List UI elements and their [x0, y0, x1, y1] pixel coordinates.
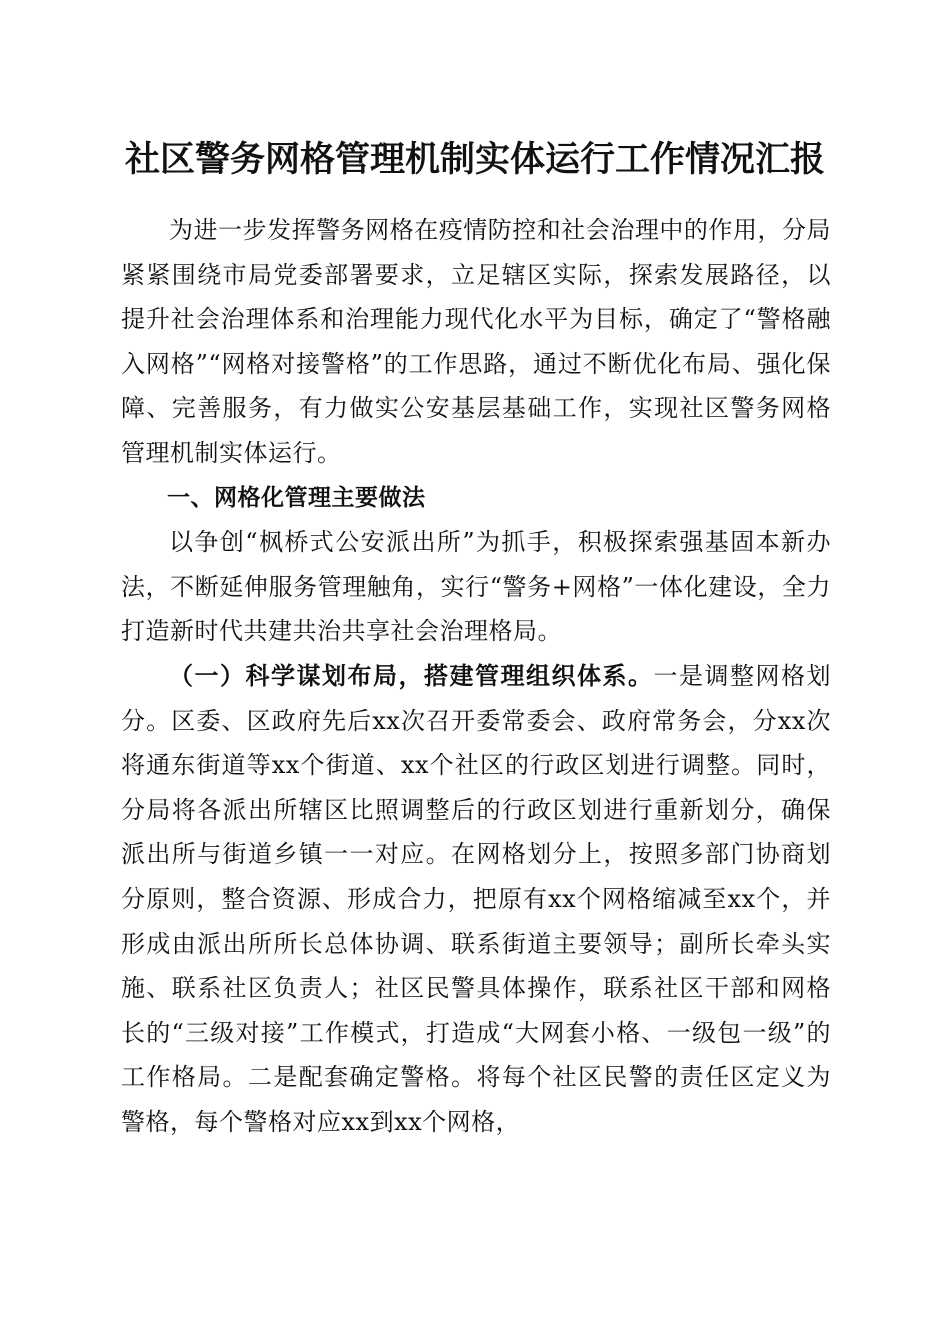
section-intro-paragraph: 以争创“枫桥式公安派出所”为抓手，积极探索强基固本新办法，不断延伸服务管理触角，实行“警务+网格”一体化建设，全力打造新时代共建共治共享社会治理格局。	[121, 528, 831, 646]
document-body	[121, 208, 831, 1144]
document-title: 社区警务网格管理机制实体运行工作情况汇报	[124, 139, 825, 180]
intro-paragraph: 为进一步发挥警务网格在疫情防控和社会治理中的作用，分局紧紧围绕市局党委部署要求，立足辖区实际，探索发展路径，以提升社会治理体系和治理能力现代化水平为目标，确定了“警格融入网格”“网格对接警格”的工作思路，通过不断优化布局、强化保障、完善服务，有力做实公安基层基础工作，实现社区警务网格管理机制实体运行。	[121, 216, 831, 467]
subsection-heading: （一）科学谋划布局，搭建管理组织体系。	[169, 660, 654, 690]
subsection-paragraph	[121, 654, 831, 1145]
subsection-body: 一是调整网格划分。区委、区政府先后xx次召开委常委会、政府常务会，分xx次将通东街道等xx个街道、xx个社区的行政区划进行调整。同时，分局将各派出所辖区比照调整后的行政区划进行重新划分，确保派出所与街道乡镇一一对应。在网格划分上，按照多部门协商划分原则，整合资源、形成合力，把原有xx个网格缩减至xx个，并形成由派出所所长总体协调、联系街道主要领导；副所长牵头实施、联系社区负责人；社区民警具体操作，联系社区干部和网格长的“三级对接”工作模式，打造成“大网套小格、一级包一级”的工作格局。二是配套确定警格。将每个社区民警的责任区定义为警格，每个警格对应xx到xx个网格，	[121, 661, 831, 1136]
section-heading: 一、网格化管理主要做法	[167, 484, 426, 511]
